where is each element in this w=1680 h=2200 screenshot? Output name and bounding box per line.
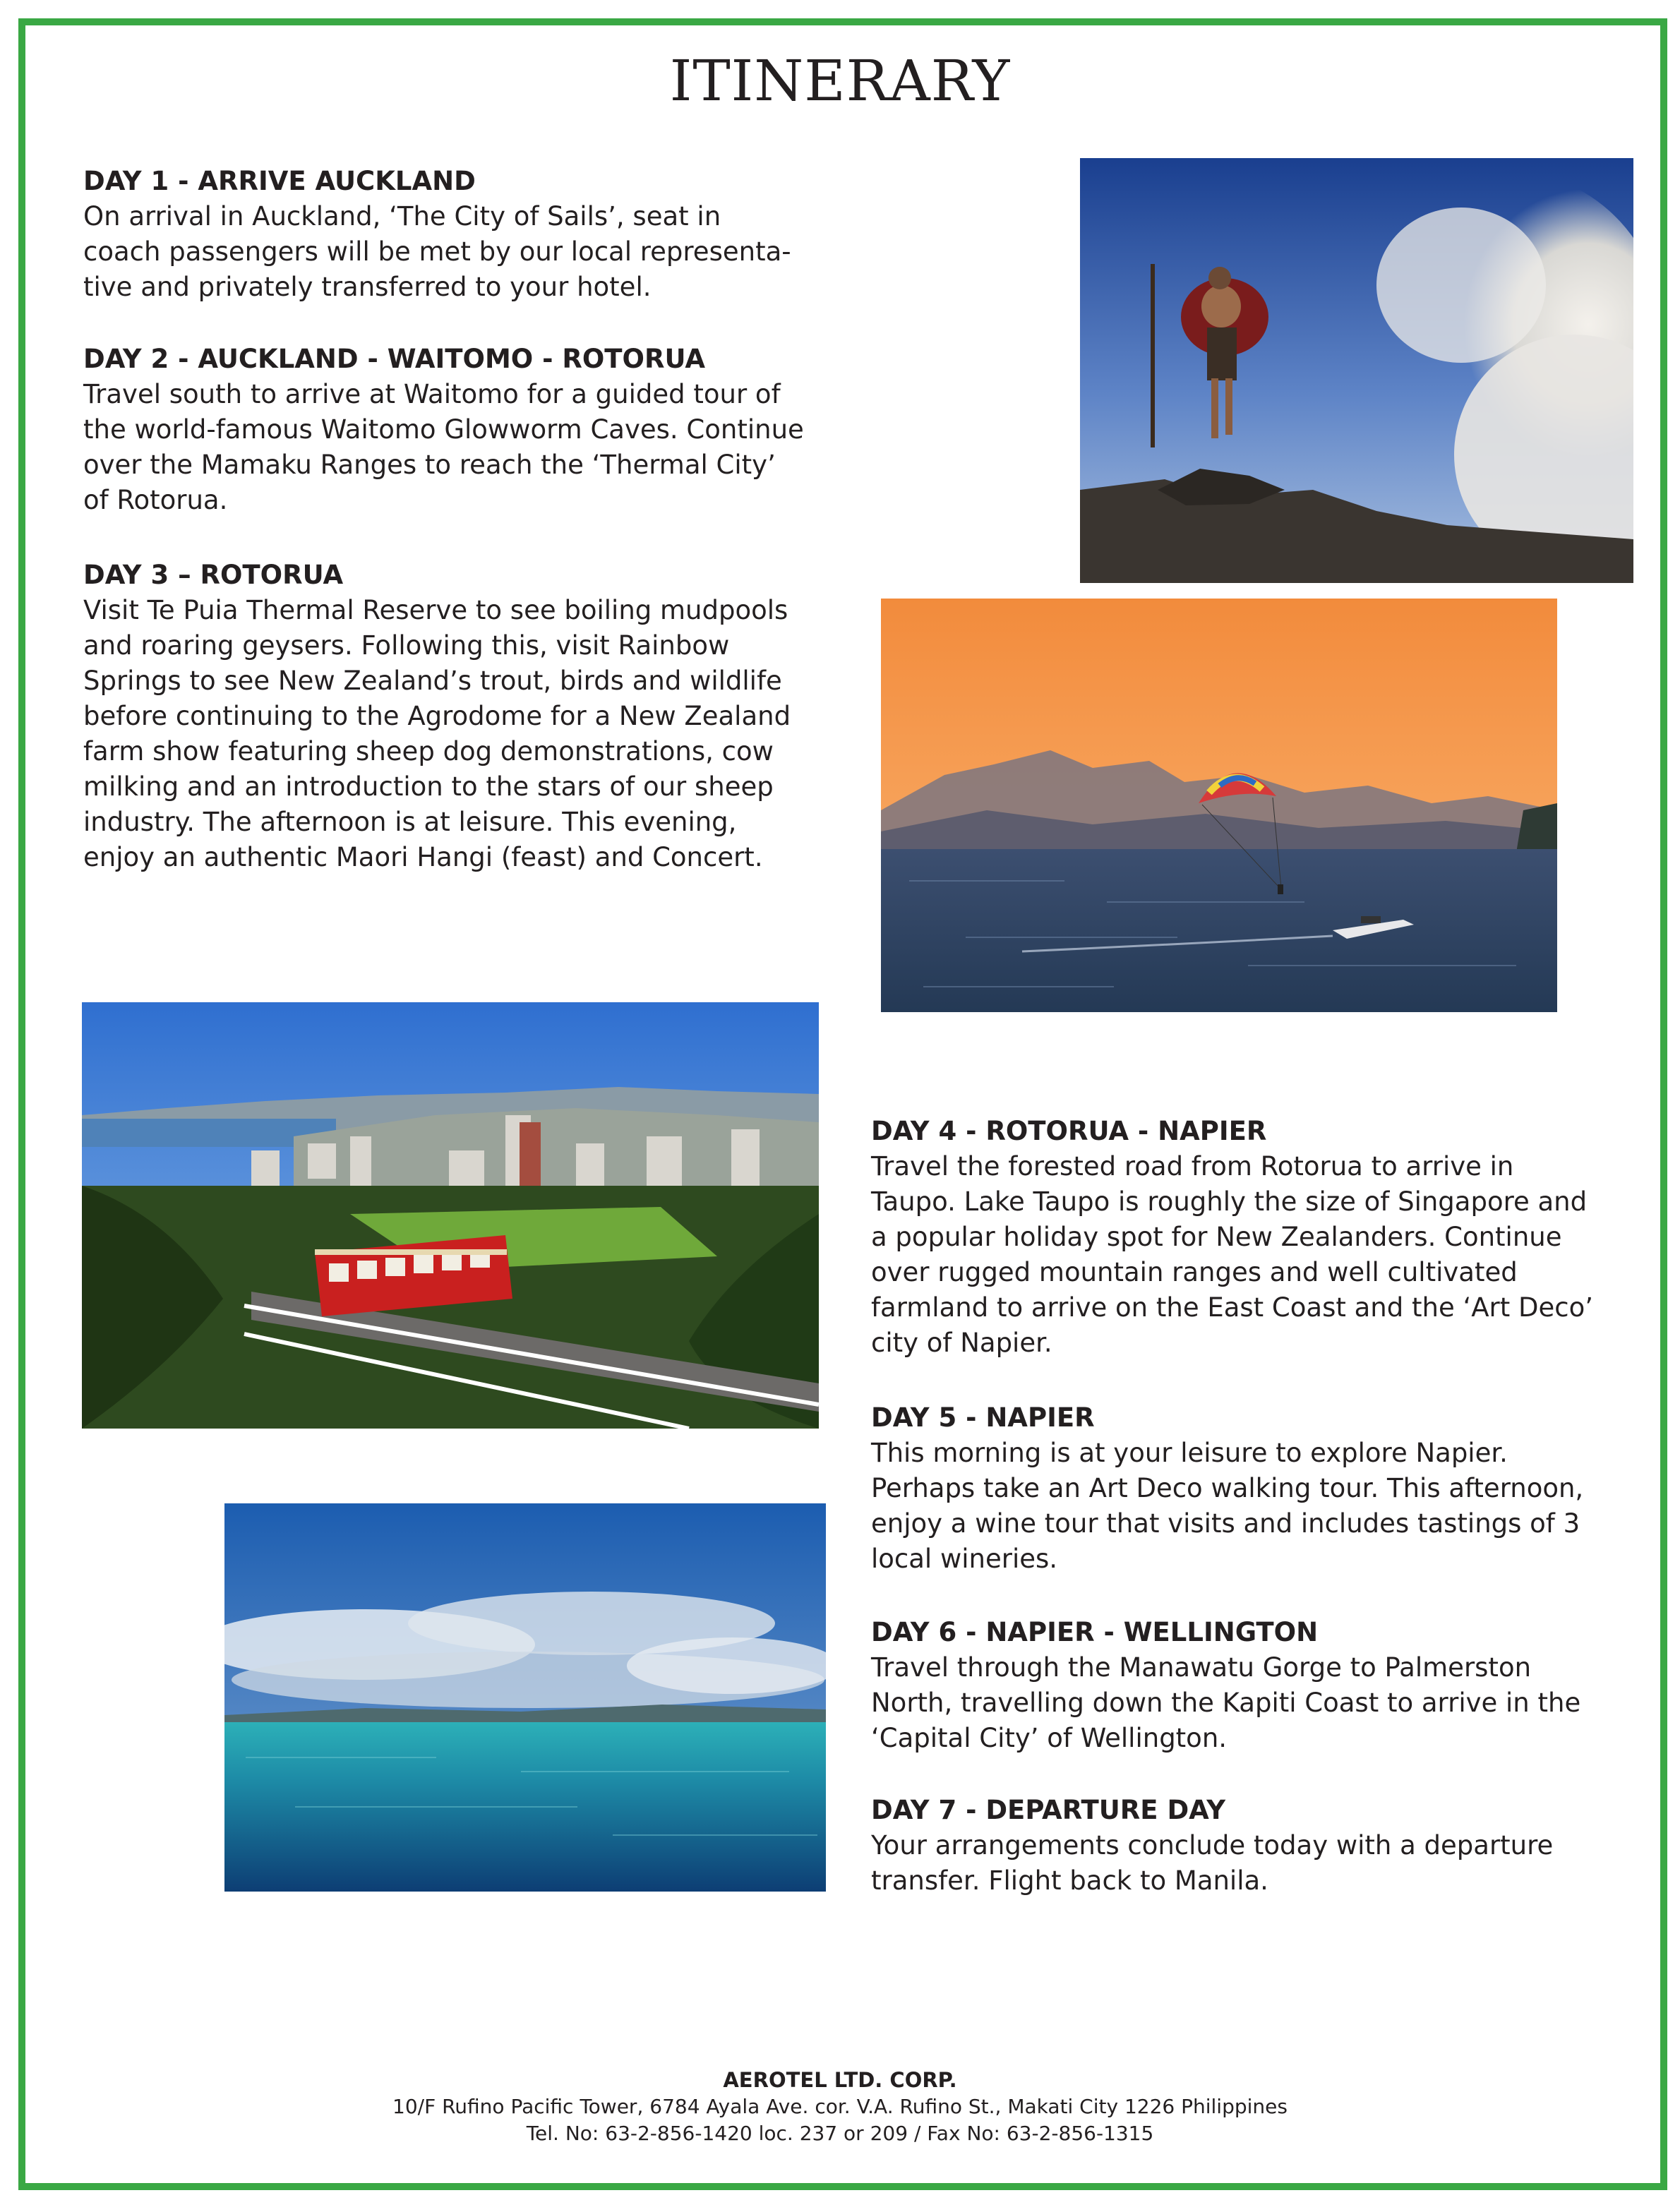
day-2-line: of Rotorua. [83,485,228,515]
day-1-section [83,164,791,305]
footer-contact: Tel. No: 63-2-856-1420 loc. 237 or 209 / Fax No: 63-2-856-1315 [526,2122,1154,2145]
footer-address: 10/F Rufino Pacific Tower, 6784 Ayala Ave. cor. V.A. Rufino St., Makati City 1226 Philippines [392,2095,1288,2118]
day-7-line: Your arrangements conclude today with a departure [871,1830,1554,1861]
day-6-section [871,1615,1580,1756]
day-4-line: farmland to arrive on the East Coast and the ‘Art Deco’ [871,1292,1594,1323]
day-3-line: farm show featuring sheep dog demonstrations, cow [83,736,774,767]
day-3-line: Springs to see New Zealand’s trout, birds and wildlife [83,666,782,696]
day-2-line: over the Mamaku Ranges to reach the ‘Thermal City’ [83,450,776,480]
day-3-line: Visit Te Puia Thermal Reserve to see boiling mudpools [83,595,788,625]
coastal-sea-photo [224,1503,826,1892]
day-1-line: coach passengers will be met by our local representa- [83,236,791,267]
day-4-section [871,1114,1593,1361]
day-5-line: local wineries. [871,1544,1058,1574]
day-1-line: tive and privately transferred to your hotel. [83,272,652,302]
day-1-heading: DAY 1 - ARRIVE AUCKLAND [83,166,476,196]
day-5-line: Perhaps take an Art Deco walking tour. This afternoon, [871,1473,1584,1503]
lake-taupo-parasail-photo [881,599,1557,1012]
day-3-section [83,558,791,875]
day-3-line: industry. The afternoon is at leisure. This evening, [83,807,737,837]
day-5-line: This morning is at your leisure to explore Napier. [871,1438,1508,1468]
day-3-heading: DAY 3 – ROTORUA [83,560,344,590]
day-2-section [83,342,804,518]
day-4-line: Travel the forested road from Rotorua to arrive in [871,1151,1514,1182]
day-2-line: the world-famous Waitomo Glowworm Caves. Continue [83,414,804,445]
day-2-line: Travel south to arrive at Waitomo for a guided tour of [83,379,781,409]
day-3-line: enjoy an authentic Maori Hangi (feast) and Concert. [83,842,763,872]
day-4-line: a popular holiday spot for New Zealanders. Continue [871,1222,1562,1252]
day-5-section [871,1400,1583,1577]
day-6-line: ‘Capital City’ of Wellington. [871,1723,1228,1753]
footer-company: AEROTEL LTD. CORP. [723,2068,957,2092]
day-1-line: On arrival in Auckland, ‘The City of Sails’, seat in [83,201,721,232]
day-7-section [871,1793,1553,1899]
day-6-heading: DAY 6 - NAPIER - WELLINGTON [871,1617,1319,1647]
day-3-line: and roaring geysers. Following this, visit Rainbow [83,630,730,661]
day-5-line: enjoy a wine tour that visits and includes tastings of 3 [871,1508,1580,1539]
day-4-line: Taupo. Lake Taupo is roughly the size of Singapore and [871,1186,1588,1217]
day-4-heading: DAY 4 - ROTORUA - NAPIER [871,1116,1267,1146]
wellington-cable-car-photo [82,1002,819,1429]
day-5-heading: DAY 5 - NAPIER [871,1402,1095,1433]
day-7-heading: DAY 7 - DEPARTURE DAY [871,1795,1226,1825]
day-6-line: Travel through the Manawatu Gorge to Palmerston [871,1652,1532,1683]
day-2-heading: DAY 2 - AUCKLAND - WAITOMO - ROTORUA [83,344,706,374]
day-3-line: milking and an introduction to the stars of our sheep [83,771,774,802]
maori-warrior-geyser-photo [1080,158,1633,583]
day-3-line: before continuing to the Agrodome for a New Zealand [83,701,791,731]
day-4-line: city of Napier. [871,1328,1052,1358]
page-title: ITINERARY [669,48,1011,114]
day-7-line: transfer. Flight back to Manila. [871,1865,1268,1896]
day-6-line: North, travelling down the Kapiti Coast to arrive in the [871,1688,1581,1718]
footer [0,2067,1680,2147]
day-4-line: over rugged mountain ranges and well cultivated [871,1257,1518,1287]
